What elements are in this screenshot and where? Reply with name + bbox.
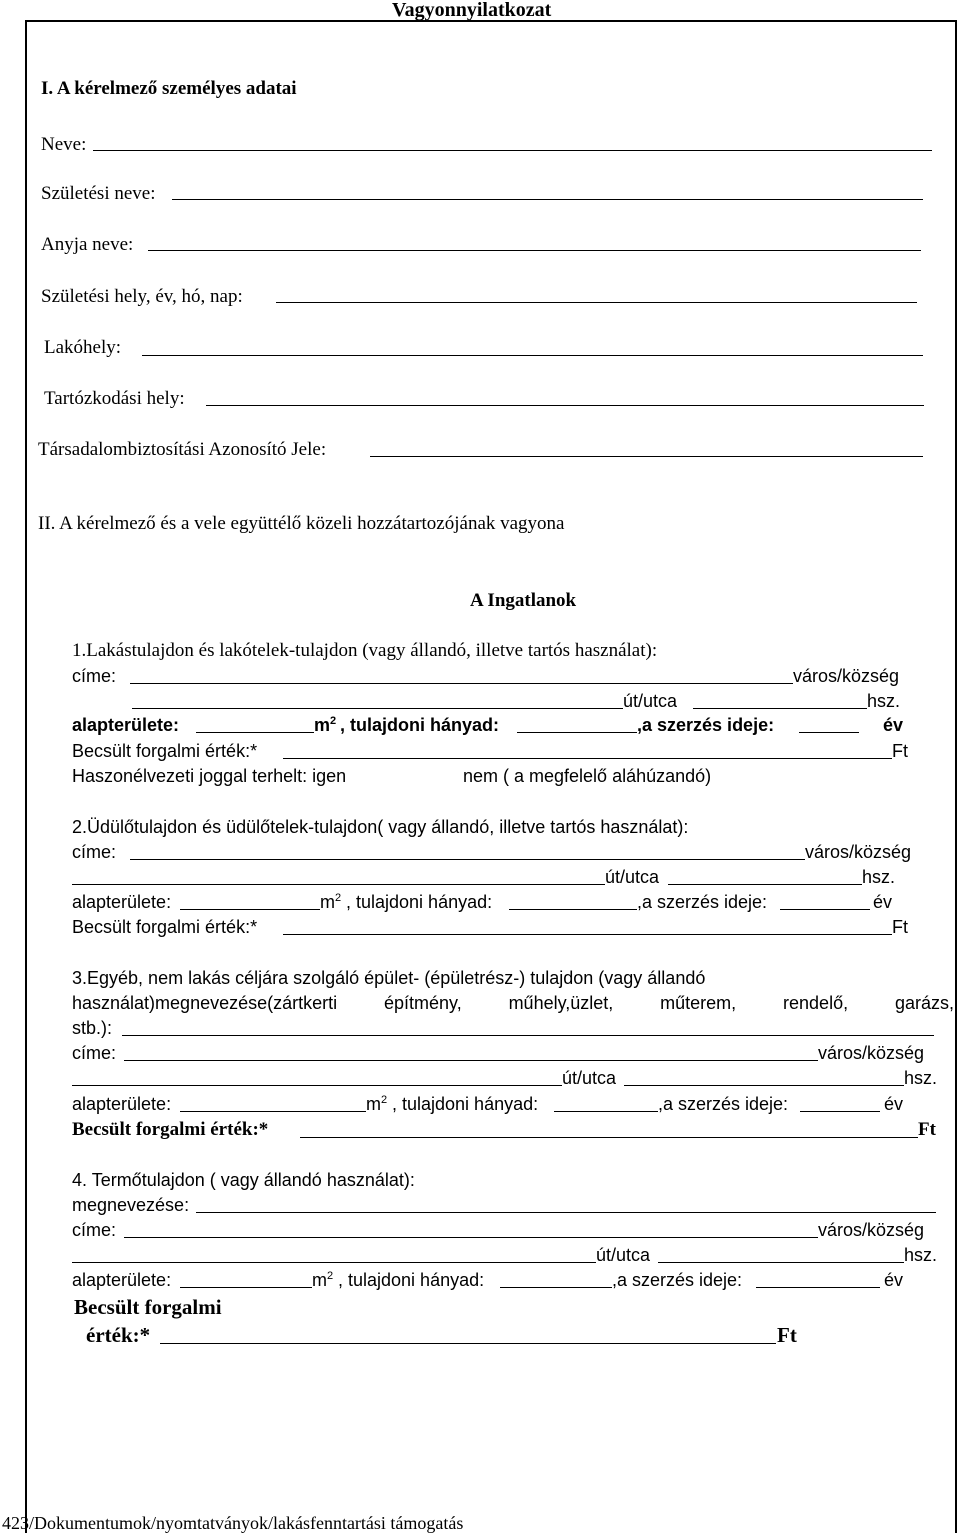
residence-field[interactable] <box>142 355 923 356</box>
document-title: Vagyonnyilatkozat <box>392 0 552 21</box>
item2-street-label: út/utca <box>605 867 660 887</box>
item4-name-label: megnevezése: <box>72 1195 190 1215</box>
item4-area-field[interactable] <box>180 1287 312 1288</box>
residence-label: Lakóhely: <box>44 337 122 358</box>
item2-share-field[interactable] <box>509 909 637 910</box>
item2-share-label: , tulajdoni hányad: <box>346 892 493 912</box>
item3-house-field[interactable] <box>624 1085 904 1086</box>
mother-name-label: Anyja neve: <box>41 234 134 255</box>
item3-city-label: város/község <box>818 1043 925 1063</box>
item4-address-field[interactable] <box>124 1237 818 1238</box>
item1-value-field[interactable] <box>283 758 892 759</box>
item1-address-field[interactable] <box>130 683 793 684</box>
item2-street-field[interactable] <box>72 884 605 885</box>
stay-place-label: Tartózkodási hely: <box>44 388 185 409</box>
item3-value-label: Becsült forgalmi érték:* <box>72 1119 269 1140</box>
item4-city-label: város/község <box>818 1220 925 1240</box>
item1-city-label: város/község <box>793 666 900 686</box>
item2-value-label: Becsült forgalmi érték:* <box>72 917 258 937</box>
item3-acq-field[interactable] <box>800 1111 880 1112</box>
item1-acq-label: ,a szerzés ideje: <box>637 715 775 735</box>
item2-value-field[interactable] <box>283 934 892 935</box>
item1-heading: 1.Lakástulajdon és lakótelek-tulajdon (vagy állandó, illetve tartós használat): <box>72 640 658 661</box>
item1-area-label: alapterülete: <box>72 715 180 735</box>
item3-heading-line1: 3.Egyéb, nem lakás céljára szolgáló épület- (épületrész-) tulajdon (vagy állandó <box>72 968 706 988</box>
item3-share-field[interactable] <box>554 1111 658 1112</box>
item2-house-field[interactable] <box>668 884 862 885</box>
item4-value-label-line1: Becsült forgalmi <box>74 1295 222 1319</box>
footer-path: 423/Dokumentumok/nyomtatványok/lakásfenntartási támogatás <box>2 1513 464 1533</box>
item2-house-label: hsz. <box>862 867 896 887</box>
birth-place-field[interactable] <box>276 302 917 303</box>
item3-house-label: hsz. <box>904 1068 938 1088</box>
item3-address-field[interactable] <box>124 1060 818 1061</box>
item1-value-label: Becsült forgalmi érték:* <box>72 741 258 761</box>
item1-house-label: hsz. <box>867 691 901 711</box>
item1-street-label: út/utca <box>623 691 678 711</box>
item1-area-field[interactable] <box>196 732 314 733</box>
section1-title: I. A kérelmező személyes adatai <box>41 78 297 99</box>
item3-word: építmény, <box>383 993 462 1013</box>
name-label: Neve: <box>41 134 87 155</box>
item3-word: műhely,üzlet, <box>508 993 614 1013</box>
item3-acq-label: ,a szerzés ideje: <box>658 1094 789 1114</box>
birth-name-field[interactable] <box>172 199 923 200</box>
item3-heading-line2 <box>72 994 954 1012</box>
taj-label: Társadalombiztosítási Azonosító Jele: <box>38 439 327 460</box>
item1-street-field[interactable] <box>132 708 623 709</box>
item2-m2-label: $m^2$ <box>320 892 342 912</box>
item3-address-label: címe: <box>72 1043 117 1063</box>
item3-m2-label: $m^2$ <box>366 1094 388 1114</box>
item1-usufruct-no: nem ( a megfelelő aláhúzandó) <box>463 766 712 786</box>
item3-street-label: út/utca <box>562 1068 617 1088</box>
item1-share-field[interactable] <box>517 732 637 733</box>
item4-house-label: hsz. <box>904 1245 938 1265</box>
item1-year-label: év <box>883 715 904 735</box>
item2-address-label: címe: <box>72 842 117 862</box>
item3-area-field[interactable] <box>180 1111 366 1112</box>
item2-year-label: év <box>873 892 893 912</box>
taj-field[interactable] <box>370 456 923 457</box>
item3-street-field[interactable] <box>72 1085 562 1086</box>
item4-street-label: út/utca <box>596 1245 651 1265</box>
item4-address-label: címe: <box>72 1220 117 1240</box>
item2-acq-field[interactable] <box>780 909 870 910</box>
item3-word: rendelő, <box>783 993 849 1013</box>
item4-ft-label: Ft <box>777 1323 797 1347</box>
item1-address-label: címe: <box>72 666 117 686</box>
item2-acq-label: ,a szerzés ideje: <box>637 892 768 912</box>
item3-heading-line3: stb.): <box>72 1018 113 1038</box>
item3-word: használat)megnevezése(zártkerti <box>72 993 338 1013</box>
item2-area-field[interactable] <box>180 909 320 910</box>
item1-usufruct-label: Haszonélvezeti joggal terhelt: igen <box>72 766 347 786</box>
birth-name-label: Születési neve: <box>41 183 156 204</box>
item3-name-field[interactable] <box>122 1035 934 1036</box>
item1-m2-label: $m^2$ <box>314 715 337 735</box>
item1-acq-field[interactable] <box>799 732 859 733</box>
item2-area-label: alapterülete: <box>72 892 172 912</box>
item3-year-label: év <box>884 1094 904 1114</box>
item4-value-label-line2: érték:* <box>86 1323 151 1347</box>
item3-area-label: alapterülete: <box>72 1094 172 1114</box>
item2-heading: 2.Üdülőtulajdon és üdülőtelek-tulajdon( vagy állandó, illetve tartós használat): <box>72 817 689 837</box>
item3-word: garázs, <box>894 993 954 1013</box>
item2-address-field[interactable] <box>130 859 805 860</box>
section2-subtitle: A Ingatlanok <box>470 590 577 611</box>
item2-ft-label: Ft <box>892 917 908 937</box>
stay-place-field[interactable] <box>206 405 924 406</box>
item2-city-label: város/község <box>805 842 912 862</box>
item3-ft-label: Ft <box>918 1119 936 1140</box>
item4-name-field[interactable] <box>196 1212 936 1213</box>
item4-share-label: , tulajdoni hányad: <box>338 1270 485 1290</box>
mother-name-field[interactable] <box>148 250 921 251</box>
item4-acq-label: ,a szerzés ideje: <box>612 1270 743 1290</box>
item3-value-field[interactable] <box>300 1137 918 1138</box>
item4-year-label: év <box>884 1270 904 1290</box>
item4-house-field[interactable] <box>658 1262 904 1263</box>
item4-share-field[interactable] <box>500 1287 612 1288</box>
item1-house-field[interactable] <box>693 708 867 709</box>
item4-heading: 4. Termőtulajdon ( vagy állandó használat): <box>72 1170 415 1190</box>
item4-value-field[interactable] <box>160 1343 776 1344</box>
item3-word: műterem, <box>660 993 737 1013</box>
item1-ft-label: Ft <box>892 741 908 761</box>
item4-m2-label: $m^2$ <box>312 1270 334 1290</box>
item3-share-label: , tulajdoni hányad: <box>392 1094 539 1114</box>
item4-area-label: alapterülete: <box>72 1270 172 1290</box>
item4-street-field[interactable] <box>72 1262 596 1263</box>
birth-place-label: Születési hely, év, hó, nap: <box>41 286 243 307</box>
item1-share-label: , tulajdoni hányad: <box>340 715 500 735</box>
item4-acq-field[interactable] <box>756 1287 880 1288</box>
section2-title: II. A kérelmező és a vele együttélő közeli hozzátartozójának vagyona <box>38 513 565 534</box>
name-field[interactable] <box>93 150 932 151</box>
